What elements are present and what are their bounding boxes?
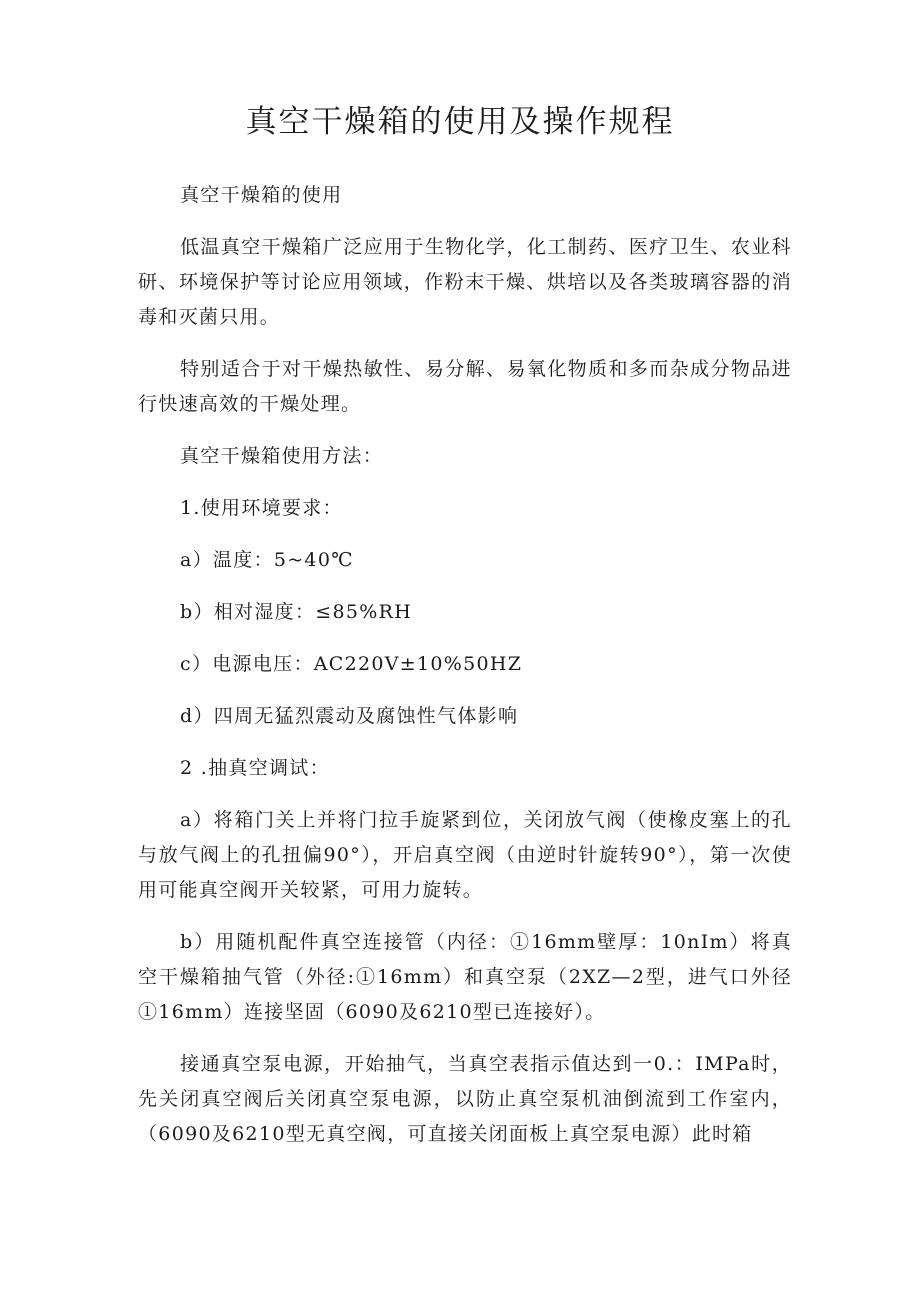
list-item-surroundings: d）四周无猛烈震动及腐蚀性气体影响 <box>180 705 519 727</box>
paragraph-applications: 低温真空干燥箱广泛应用于生物化学，化工制药、医疗卫生、农业科研、环境保护等讨论应用领域，作粉末干燥、烘培以及各类玻璃容器的消毒和灭菌只用。 <box>138 236 792 328</box>
document-title: 真空干燥箱的使用及操作规程 <box>245 104 675 140</box>
document-body <box>138 178 792 1169</box>
paragraph-suitability: 特别适合于对干燥热敏性、易分解、易氧化物质和多而杂成分物品进行快速高效的干燥处理。 <box>138 358 792 415</box>
paragraph-pump-power: 接通真空泵电源，开始抽气，当真空表指示值达到一0.：IMPa时，先关闭真空阀后关闭真空泵电源，以防止真空泵机油倒流到工作室内，（6090及6210型无真空阀，可直接关闭面板上真空泵电源）此时箱 <box>138 1053 792 1145</box>
list-heading-environment: 1.使用环境要求： <box>180 497 343 519</box>
section-heading-usage: 真空干燥箱的使用 <box>180 184 343 206</box>
list-item-humidity: b）相对湿度：≤85%RH <box>180 601 413 623</box>
list-heading-vacuum-test: 2 .抽真空调试： <box>180 757 330 779</box>
list-item-voltage: c）电源电压：AC220V±10%50HZ <box>180 653 523 675</box>
list-item-temperature: a）温度：5~40℃ <box>180 549 354 571</box>
step-b-connect-pipe: b）用随机配件真空连接管（内径：①16mm壁厚：10nIm）将真空干燥箱抽气管（外径:①16mm）和真空泵（2XZ—2型，进气口外径①16mm）连接坚固（6090及6210型已连接好）。 <box>138 931 792 1023</box>
section-heading-method: 真空干燥箱使用方法： <box>180 445 384 467</box>
step-a-close-door: a）将箱门关上并将门拉手旋紧到位，关闭放气阀（使橡皮塞上的孔与放气阀上的孔扭偏90°），开启真空阀（由逆时针旋转90°），第一次使用可能真空阀开关较紧，可用力旋转。 <box>138 809 792 901</box>
